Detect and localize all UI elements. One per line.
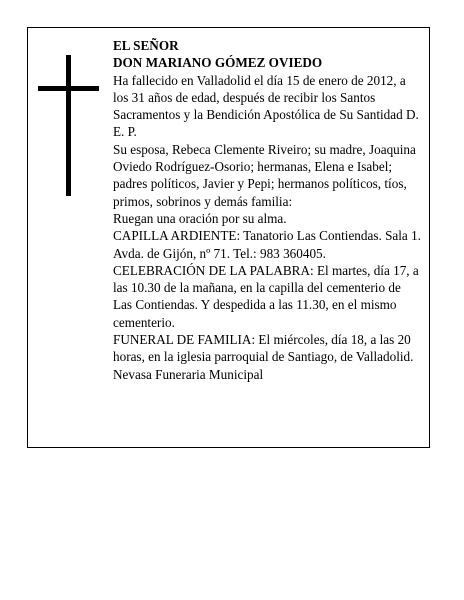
family-funeral-text: El miércoles, día 18, a las 20 horas, en la iglesia parroquial de Santiago, de Valladolid. bbox=[113, 332, 414, 365]
obituary-text bbox=[113, 37, 423, 383]
cross-vertical-bar bbox=[66, 55, 71, 196]
cross-horizontal-bar bbox=[38, 86, 99, 91]
celebration-paragraph bbox=[113, 262, 423, 331]
family-paragraph: Su esposa, Rebeca Clemente Riveiro; su madre, Joaquina Oviedo Rodríguez-Osorio; hermanas, Elena e Isabel; padres políticos, Javier y Pepi; hermanos políticos, tíos, primos, sobrinos y demás familia: bbox=[113, 141, 416, 209]
chapel-label: CAPILLA ARDIENTE: bbox=[113, 228, 241, 244]
celebration-text: El martes, día 17, a las 10.30 de la mañana, en la capilla del cementerio de Las Contiendas. Y despedida a las 11.30, en el mismo cementerio. bbox=[113, 262, 419, 330]
funeral-home: Nevasa Funeraria Municipal bbox=[113, 366, 264, 382]
prayer-request: Ruegan una oración por su alma. bbox=[113, 210, 287, 226]
family-funeral-label: FUNERAL DE FAMILIA: bbox=[113, 332, 256, 348]
latin-cross-icon bbox=[38, 55, 99, 196]
chapel-paragraph bbox=[113, 227, 423, 262]
family-funeral-paragraph bbox=[113, 331, 423, 366]
notice-heading: EL SEÑOR bbox=[113, 38, 179, 53]
passing-paragraph: Ha fallecido en Valladolid el día 15 de enero de 2012, a los 31 años de edad, después de recibir los Santos Sacramentos y la Bendición Apostólica de Su Santidad D. E. P. bbox=[113, 72, 419, 140]
deceased-name: DON MARIANO GÓMEZ OVIEDO bbox=[113, 55, 323, 71]
celebration-label: CELEBRACIÓN DE LA PALABRA: bbox=[113, 262, 314, 278]
chapel-text: Tanatorio Las Contiendas. Sala 1. Avda. de Gijón, nº 71. Tel.: 983 360405. bbox=[113, 228, 421, 261]
